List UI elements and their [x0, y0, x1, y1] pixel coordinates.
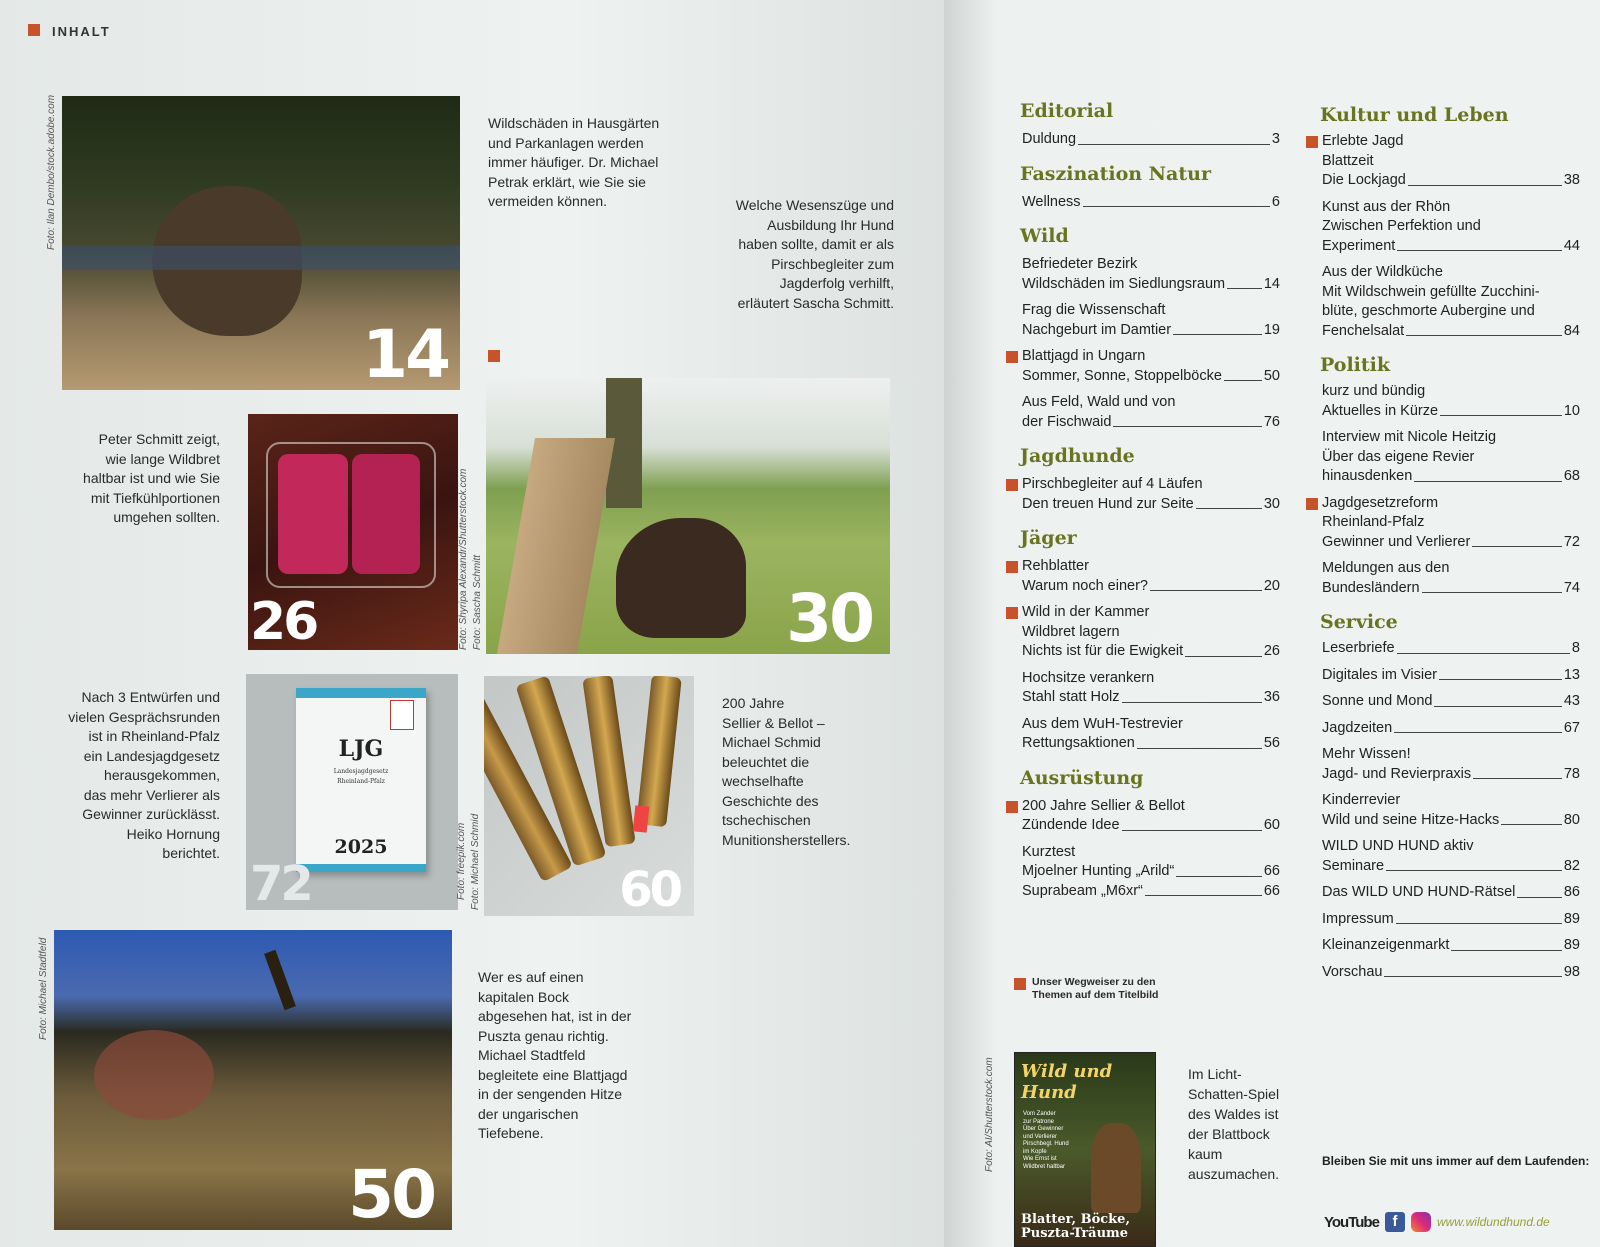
toc-section-title: Editorial	[1020, 100, 1114, 122]
website-link[interactable]: www.wildundhund.de	[1436, 1215, 1550, 1229]
toc-leader-line	[1224, 380, 1262, 381]
toc-leader-line	[1185, 656, 1262, 657]
cover-topic-marker-icon	[1006, 607, 1018, 619]
cover-teasers	[1023, 1111, 1083, 1171]
toc-column-1	[1020, 0, 1290, 1000]
toc-entry-line: Mit Wildschwein gefüllte Zucchini-	[1322, 283, 1540, 300]
toc-entry-label: Jagd- und Revierpraxis	[1322, 765, 1472, 782]
toc-leader-line	[1122, 830, 1262, 831]
toc-entry-label: Gewinner und Verlierer	[1322, 533, 1471, 550]
toc-page-number: 72	[1563, 533, 1580, 550]
toc-entry-line: Jagdgesetzreform	[1322, 494, 1439, 511]
cover-teaser-line: Wie Ernst ist	[1023, 1156, 1057, 1162]
cover-headline	[1021, 1213, 1155, 1241]
book-subtitle: Rheinland-Pfalz	[337, 778, 385, 785]
toc-entry[interactable]	[1322, 132, 1580, 191]
photo-credit: Foto: Michael Stadtfeld	[38, 937, 49, 1040]
toc-entry-label: Experiment	[1322, 237, 1396, 254]
cover-teaser-line: zur Patrone	[1023, 1118, 1055, 1125]
photo-credit: Foto: Shyripa Alexandr/Shutterstock.com	[458, 468, 469, 650]
cover-teaser-line: Über Gewinner	[1023, 1126, 1064, 1132]
toc-page-number: 66	[1263, 863, 1280, 879]
toc-section-title: Faszination Natur	[1020, 162, 1211, 185]
toc-leader-line	[1150, 590, 1262, 591]
toc-entry-line: 200 Jahre Sellier & Bellot	[1022, 797, 1185, 814]
toc-entry[interactable]	[1322, 936, 1580, 956]
toc-entry-label: Das WILD UND HUND-Rätsel	[1322, 884, 1516, 900]
toc-page-number: 60	[1263, 817, 1280, 833]
toc-leader-line	[1196, 508, 1262, 509]
toc-leader-line	[1501, 824, 1562, 825]
toc-page-number: 13	[1563, 666, 1580, 683]
toc-section-title: Jäger	[1020, 527, 1077, 549]
toc-page-number: 89	[1563, 910, 1580, 927]
toc-entry-label: Duldung	[1022, 131, 1077, 147]
toc-entry-label: Wellness	[1022, 193, 1081, 210]
coat-of-arms-icon	[390, 700, 414, 730]
toc-column-2	[1320, 0, 1590, 1010]
toc-page-number: 78	[1563, 765, 1580, 782]
toc-entry-label: hinausdenken	[1322, 468, 1413, 484]
toc-leader-line	[1386, 870, 1562, 871]
cover-topic-marker-icon	[1306, 498, 1318, 510]
toc-entry-label: Mjoelner Hunting „Arild“	[1022, 863, 1175, 879]
toc-entry[interactable]	[1022, 255, 1280, 294]
toc-entry-line: Erlebte Jagd	[1322, 133, 1404, 149]
toc-section-title: Jagdhunde	[1020, 445, 1135, 467]
toc-page-number: 43	[1563, 693, 1580, 709]
toc-page-number: 14	[1263, 275, 1280, 292]
toc-entry[interactable]	[1022, 301, 1280, 340]
toc-page-number: 86	[1563, 884, 1580, 900]
toc-entry[interactable]	[1322, 382, 1580, 421]
caption-26: Peter Schmitt zeigt, wie lange Wildbret haltbar ist und wie Sie mit Tiefkühlportionen umgehen sollten.	[83, 431, 220, 525]
toc-entry-label: der Fischwaid	[1022, 413, 1112, 430]
toc-entry-label: Stahl statt Holz	[1022, 689, 1120, 705]
toc-entry-label: Leserbriefe	[1322, 640, 1395, 656]
toc-page-number: 66	[1263, 882, 1280, 899]
toc-page-number: 30	[1263, 495, 1280, 512]
toc-entry-label: Seminare	[1322, 857, 1385, 874]
photo-credit: Foto: freepik.com	[456, 822, 467, 900]
right-page	[944, 0, 1600, 1247]
toc-page-number: 20	[1263, 577, 1280, 594]
toc-entry-line: Interview mit Nicole Heitzig	[1322, 429, 1497, 445]
caption-14: Wildschäden in Hausgärten und Parkanlagen werden immer häufiger. Dr. Michael Petrak erklärt, wie Sie sie vermeiden können.	[488, 115, 660, 209]
toc-entry[interactable]	[1322, 559, 1580, 598]
toc-section-title: Service	[1320, 611, 1398, 633]
toc-leader-line	[1078, 144, 1270, 145]
toc-leader-line	[1439, 679, 1562, 680]
toc-entry-label: Sommer, Sonne, Stoppelböcke	[1022, 367, 1222, 384]
toc-entry[interactable]	[1322, 263, 1580, 341]
photo-roebuck-puszta	[54, 930, 452, 1230]
toc-entry-label: Die Lockjagd	[1322, 172, 1406, 188]
toc-entry[interactable]	[1322, 837, 1580, 876]
magazine-cover	[1014, 1052, 1156, 1247]
toc-leader-line	[1414, 481, 1562, 482]
section-marker-icon	[28, 24, 40, 36]
toc-page-number: 68	[1563, 468, 1580, 484]
toc-entry-label: Wildschäden im Siedlungsraum	[1022, 275, 1226, 292]
caption-60: 200 Jahre Sellier & Bellot – Michael Schmid beleuchtet die wechselhafte Geschichte des tschechischen Munitionsherstellers.	[722, 695, 851, 848]
toc-page-number: 82	[1563, 857, 1580, 874]
toc-leader-line	[1396, 923, 1562, 924]
toc-leader-line	[1173, 334, 1262, 335]
caption-50: Wer es auf einen kapitalen Bock abgesehen hat, ist in der Puszta genau richtig. Michael Stadtfeld begleitete eine Blattjagd in der sengenden Hitze der ungarischen Tiefebene.	[478, 969, 632, 1141]
toc-entry-line: Mehr Wissen!	[1322, 746, 1411, 762]
toc-leader-line	[1384, 976, 1561, 977]
toc-entry-label: Bundesländern	[1322, 579, 1420, 596]
toc-page-number: 50	[1263, 367, 1280, 384]
photo-wild-boar-garden	[62, 96, 460, 390]
toc-page-number: 84	[1563, 322, 1580, 339]
toc-page-number: 89	[1563, 937, 1580, 953]
toc-page-number: 8	[1571, 640, 1580, 656]
toc-entry[interactable]	[1022, 393, 1280, 432]
toc-entry-line: Meldungen aus den	[1322, 560, 1450, 576]
social-links	[1324, 1212, 1550, 1232]
toc-entry-label: Digitales im Visier	[1322, 666, 1437, 683]
toc-entry-line: Wildbret lagern	[1022, 623, 1120, 640]
toc-entry-line: Aus der Wildküche	[1322, 264, 1443, 280]
toc-leader-line	[1397, 653, 1570, 654]
cover-topic-marker-icon	[1006, 351, 1018, 363]
toc-entry-line: Wild in der Kammer	[1022, 604, 1150, 620]
toc-entry[interactable]	[1022, 603, 1280, 662]
caption-cover: Im Licht- Schatten-Spiel des Waldes ist der Blattbock kaum auszumachen.	[1188, 1066, 1280, 1182]
cover-teaser-line: Wildbret haltbar	[1023, 1163, 1066, 1170]
toc-leader-line	[1137, 748, 1262, 749]
toc-entry-label: Nachgeburt im Damtier	[1022, 321, 1172, 338]
toc-section-title: Ausrüstung	[1020, 766, 1144, 789]
toc-leader-line	[1408, 185, 1562, 186]
cover-teaser-line: und Verlierer	[1023, 1133, 1058, 1140]
toc-leader-line	[1122, 702, 1262, 703]
toc-entry-line: Rheinland-Pfalz	[1322, 514, 1425, 530]
toc-leader-line	[1083, 206, 1270, 207]
toc-leader-line	[1472, 546, 1562, 547]
cover-topic-marker-icon	[1306, 136, 1318, 148]
toc-entry-label: Vorschau	[1322, 963, 1383, 980]
toc-entry-line: Kinderrevier	[1322, 792, 1401, 808]
toc-entry-line: Pirschbegleiter auf 4 Läufen	[1022, 476, 1203, 492]
photo-hunter-with-dog	[486, 378, 890, 654]
page-number-60: 60	[619, 862, 680, 916]
toc-leader-line	[1517, 897, 1562, 898]
toc-entry[interactable]	[1022, 843, 1280, 902]
toc-entry-line: blüte, geschmorte Aubergine und	[1322, 303, 1535, 319]
page-number-26: 26	[250, 592, 317, 650]
toc-entry-label: Fenchelsalat	[1322, 322, 1405, 339]
toc-leader-line	[1440, 415, 1562, 416]
toc-entry[interactable]	[1322, 692, 1580, 712]
cover-headline-line: Blatter, Böcke,	[1021, 1212, 1130, 1227]
toc-entry-line: Hochsitze verankern	[1022, 669, 1155, 686]
toc-entry-line: kurz und bündig	[1322, 383, 1426, 399]
page-number-50: 50	[348, 1156, 434, 1230]
toc-entry-label: Warum noch einer?	[1022, 577, 1148, 594]
photo-credit: Foto: Sascha Schmitt	[472, 554, 483, 650]
toc-entry[interactable]	[1322, 963, 1580, 983]
toc-entry-line: Zwischen Perfektion und	[1322, 218, 1481, 234]
toc-entry-label: Zündende Idee	[1022, 817, 1120, 833]
caption-30: Welche Wesenszüge und Ausbildung Ihr Hund haben sollte, damit er als Pirschbegleiter zum Jagderfolg verhilft, erläutert Sascha Schmitt.	[735, 197, 894, 311]
cover-topic-marker-icon	[488, 350, 500, 362]
page-number-30: 30	[786, 580, 872, 654]
toc-entry[interactable]	[1322, 883, 1580, 903]
youtube-icon[interactable]: YouTube	[1324, 1213, 1379, 1231]
legend-text: Unser Wegweiser zu den Themen auf dem Titelbild	[1032, 976, 1159, 1001]
toc-entry-line: Rehblatter	[1022, 558, 1089, 574]
book-year: 2025	[334, 836, 388, 858]
toc-page-number: 26	[1263, 643, 1280, 659]
toc-entry[interactable]	[1322, 719, 1580, 739]
toc-section-title: Wild	[1020, 225, 1069, 247]
toc-entry[interactable]	[1322, 745, 1580, 784]
cover-topic-marker-icon	[1006, 801, 1018, 813]
toc-entry-line: Über das eigene Revier	[1322, 448, 1475, 465]
cover-topic-marker-icon	[1006, 479, 1018, 491]
photo-law-book	[246, 674, 458, 910]
page-number-14: 14	[362, 316, 448, 390]
toc-page-number: 6	[1271, 193, 1280, 210]
toc-leader-line	[1113, 426, 1261, 427]
photo-cartridges	[484, 676, 694, 916]
toc-page-number: 19	[1263, 321, 1280, 338]
toc-entry-label: Impressum	[1322, 910, 1394, 927]
instagram-icon[interactable]	[1411, 1212, 1431, 1232]
toc-entry[interactable]	[1022, 797, 1280, 836]
toc-entry-label: Kleinanzeigenmarkt	[1322, 937, 1450, 953]
toc-leader-line	[1406, 335, 1562, 336]
toc-leader-line	[1451, 950, 1562, 951]
cover-teaser-line: im Kopfe	[1023, 1148, 1047, 1155]
toc-entry-line: Aus Feld, Wald und von	[1022, 394, 1176, 410]
toc-entry-label: Wild und seine Hitze-Hacks	[1322, 811, 1500, 828]
photo-credit: Foto: Michael Schmid	[470, 813, 481, 910]
book-title: LJG	[338, 736, 384, 762]
toc-entry-label: Den treuen Hund zur Seite	[1022, 495, 1194, 512]
toc-page-number: 36	[1263, 689, 1280, 705]
cover-teaser-line: Pirschbegl. Hund	[1023, 1141, 1069, 1147]
toc-page-number: 38	[1563, 172, 1580, 188]
toc-entry[interactable]	[1322, 494, 1580, 553]
toc-page-number: 98	[1563, 963, 1580, 980]
toc-page-number: 80	[1563, 811, 1580, 828]
cover-teaser-line: Vom Zander	[1023, 1111, 1056, 1117]
toc-page-number: 74	[1563, 579, 1580, 596]
toc-entry-label: Aktuelles in Kürze	[1322, 402, 1439, 419]
toc-entry[interactable]	[1322, 639, 1580, 659]
toc-entry-line: Kurztest	[1022, 843, 1076, 860]
toc-page-number: 76	[1263, 413, 1280, 430]
toc-entry[interactable]	[1322, 791, 1580, 830]
toc-page-number: 67	[1563, 719, 1580, 736]
toc-entry[interactable]	[1322, 666, 1580, 686]
toc-entry-line: Frag die Wissenschaft	[1022, 302, 1166, 318]
toc-entry-label: Nichts ist für die Ewigkeit	[1022, 643, 1184, 659]
toc-leader-line	[1394, 732, 1562, 733]
toc-entry-line: Blattzeit	[1322, 152, 1374, 169]
cover-topic-marker-icon	[1006, 561, 1018, 573]
toc-entry[interactable]	[1322, 910, 1580, 930]
toc-entry[interactable]	[1022, 475, 1280, 514]
toc-page-number: 3	[1271, 131, 1280, 147]
book-subtitle: Landesjagdgesetz	[333, 768, 389, 775]
toc-leader-line	[1176, 876, 1262, 877]
toc-entry-label: Sonne und Mond	[1322, 693, 1433, 709]
cover-headline-line: Puszta-Träume	[1021, 1226, 1129, 1241]
cover-topic-marker-icon	[1014, 978, 1026, 990]
photo-credit: Foto: Ilan Dembo/stock.adobe.com	[46, 94, 57, 250]
toc-section-title: Politik	[1320, 354, 1391, 376]
photo-credit: Foto: AI/Shutterstock.com	[984, 1057, 995, 1172]
page-number-72: 72	[250, 856, 311, 910]
toc-section-title: Kultur und Leben	[1320, 104, 1509, 126]
toc-entry[interactable]	[1022, 557, 1280, 596]
toc-leader-line	[1227, 288, 1262, 289]
section-header: INHALT	[52, 24, 111, 39]
toc-leader-line	[1422, 592, 1562, 593]
toc-entry-line: WILD UND HUND aktiv	[1322, 838, 1474, 854]
toc-page-number: 10	[1563, 402, 1580, 419]
toc-leader-line	[1397, 250, 1562, 251]
toc-leader-line	[1145, 895, 1262, 896]
toc-entry[interactable]	[1022, 130, 1280, 150]
toc-page-number: 56	[1263, 735, 1280, 751]
toc-entry[interactable]	[1322, 428, 1580, 487]
toc-entry[interactable]	[1022, 715, 1280, 754]
toc-entry-label: Suprabeam „M6xr“	[1022, 882, 1143, 899]
toc-entry-label: Jagdzeiten	[1322, 719, 1393, 736]
toc-entry-label: Rettungsaktionen	[1022, 735, 1135, 751]
toc-entry-line: Kunst aus der Rhön	[1322, 198, 1451, 215]
toc-entry-line: Befriedeter Bezirk	[1022, 256, 1138, 272]
photo-vacuum-packed-meat	[248, 414, 458, 650]
toc-leader-line	[1434, 706, 1561, 707]
cover-roebuck-image	[1091, 1123, 1141, 1213]
caption-72: Nach 3 Entwürfen und vielen Gesprächsrunden ist in Rheinland-Pfalz ein Landesjagdgesetz herausgekommen, das mehr Verlierer als Gewinner zurücklässt. Heiko Hornung berichtet.	[68, 689, 220, 861]
toc-entry-line: Aus dem WuH-Testrevier	[1022, 715, 1183, 732]
facebook-icon[interactable]: f	[1385, 1212, 1405, 1232]
toc-entry-line: Blattjagd in Ungarn	[1022, 348, 1146, 364]
toc-entry[interactable]	[1322, 198, 1580, 257]
toc-entry[interactable]	[1022, 669, 1280, 708]
cover-masthead: Wild und Hund	[1021, 1061, 1113, 1103]
toc-entry[interactable]	[1022, 347, 1280, 386]
toc-leader-line	[1473, 778, 1562, 779]
toc-page-number: 44	[1563, 237, 1580, 254]
toc-entry[interactable]	[1022, 193, 1280, 213]
social-text: Bleiben Sie mit uns immer auf dem Laufenden:	[1322, 1154, 1590, 1168]
